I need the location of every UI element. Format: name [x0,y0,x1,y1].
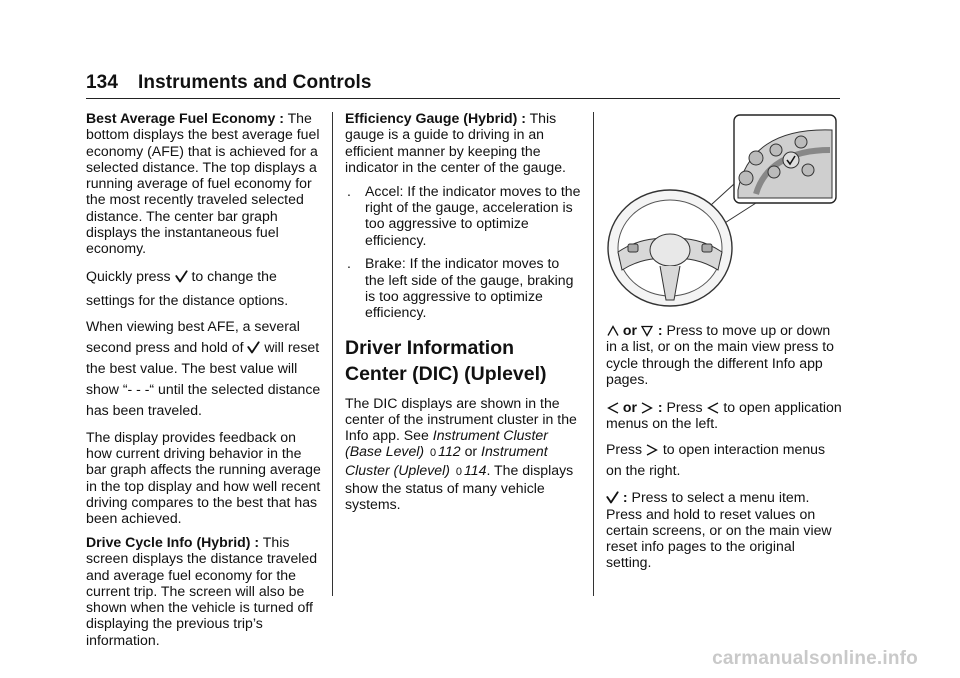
paragraph [86,110,322,257]
cross-reference-link[interactable]: Instrument Cluster (Uplevel) [345,443,548,478]
paragraph [345,110,581,175]
text: : [657,322,663,338]
steering-wheel-illustration [606,110,842,310]
bullet-mark: . [347,182,351,199]
up-arrow-icon [606,323,619,337]
paragraph [86,264,322,312]
left-arrow-icon [606,400,619,414]
column-2 [345,110,581,520]
paragraph [606,399,842,432]
text: When viewing best AFE, a several second press and hold of [86,318,300,356]
text: : [657,399,663,416]
section-heading: Driver Information Center (DIC) (Uplevel) [345,336,547,385]
column-divider [593,112,594,596]
page-number: 134 [86,72,119,93]
paragraph [86,534,322,648]
right-arrow-icon [641,400,654,414]
paragraph [606,439,842,481]
term-description: This screen displays the distance traveled and average fuel economy for the current trip. The screen will also be shown when the vehicle is turned off displaying the previous trip’s information. [86,533,318,648]
watermark: carmanualsonline.info [712,648,918,669]
list-item-text: Brake: If the indicator moves to the left side of the gauge, braking is too aggressive to optimize efficiency. [365,255,574,321]
check-icon [175,269,188,283]
right-arrow-icon [646,442,659,456]
list-item-text: Accel: If the indicator moves to the right of the gauge, acceleration is too aggressive to optimize efficiency. [365,182,581,248]
text: Press [666,399,703,416]
term-description: This gauge is a guide to driving in an efficient manner by keeping the indicator in the center of the gauge. [345,110,566,175]
text: The DIC displays are shown in the center of the instrument cluster in the Info app. See [345,394,577,444]
check-icon [606,490,619,504]
down-arrow-icon [641,323,654,337]
paragraph [345,395,581,513]
text: Quickly press [86,268,171,285]
text: to open interaction menus on the right. [606,441,826,479]
page-ref-symbol: 0 [430,447,437,460]
text: to open application menus on the left. [606,399,842,432]
column-3 [606,322,842,578]
text: . The displays show the status of many vehicle systems. [345,461,574,513]
column-1 [86,110,322,656]
paragraph [606,322,842,387]
text: Press to select a menu item. Press and hold to reset values on certain screens, or on the main view reset info pages to the original setting. [606,489,832,571]
term-label: Efficiency Gauge (Hybrid) : [345,110,526,126]
paragraph: The display provides feedback on how current driving behavior in the bar graph affects the running average in the top display and how well recent driving compares to the best that has been achieved. [86,428,321,527]
text: : [622,489,628,506]
list-item [345,183,581,248]
page-ref-number[interactable]: 114 [464,461,487,478]
term-label: Drive Cycle Info (Hybrid) : [86,533,260,550]
cross-reference-link[interactable]: Instrument Cluster (Base Level) [345,427,548,460]
paragraph [606,489,842,570]
page-header [86,62,840,99]
section-title: Instruments and Controls [138,72,372,93]
page-ref-symbol: 0 [455,465,462,478]
check-icon [247,340,260,354]
text: will reset the best value. The best value will show “- - -“ until the selected distance has been traveled. [86,339,321,419]
paragraph [86,316,322,421]
text: Press to move up or down in a list, or on the main view press to cycle through the different Info app pages. [606,322,834,387]
term-label: Best Average Fuel Economy : [86,110,284,126]
left-arrow-icon [706,400,719,414]
text: or [464,443,478,460]
term-description: The bottom displays the best average fuel economy (AFE) that is achieved for a selected distance. The top displays a running average of fuel economy for the most recently traveled selected distance. The center bar graph displays the instantaneous fuel economy. [86,110,320,257]
page-ref-number[interactable]: 112 [438,443,461,460]
column-divider [332,112,333,596]
list-item [345,255,581,320]
text: Press [606,441,643,458]
text: or [622,399,638,416]
text: to change the settings for the distance options. [86,268,289,309]
bullet-mark: . [347,255,351,272]
text: or [622,322,638,338]
